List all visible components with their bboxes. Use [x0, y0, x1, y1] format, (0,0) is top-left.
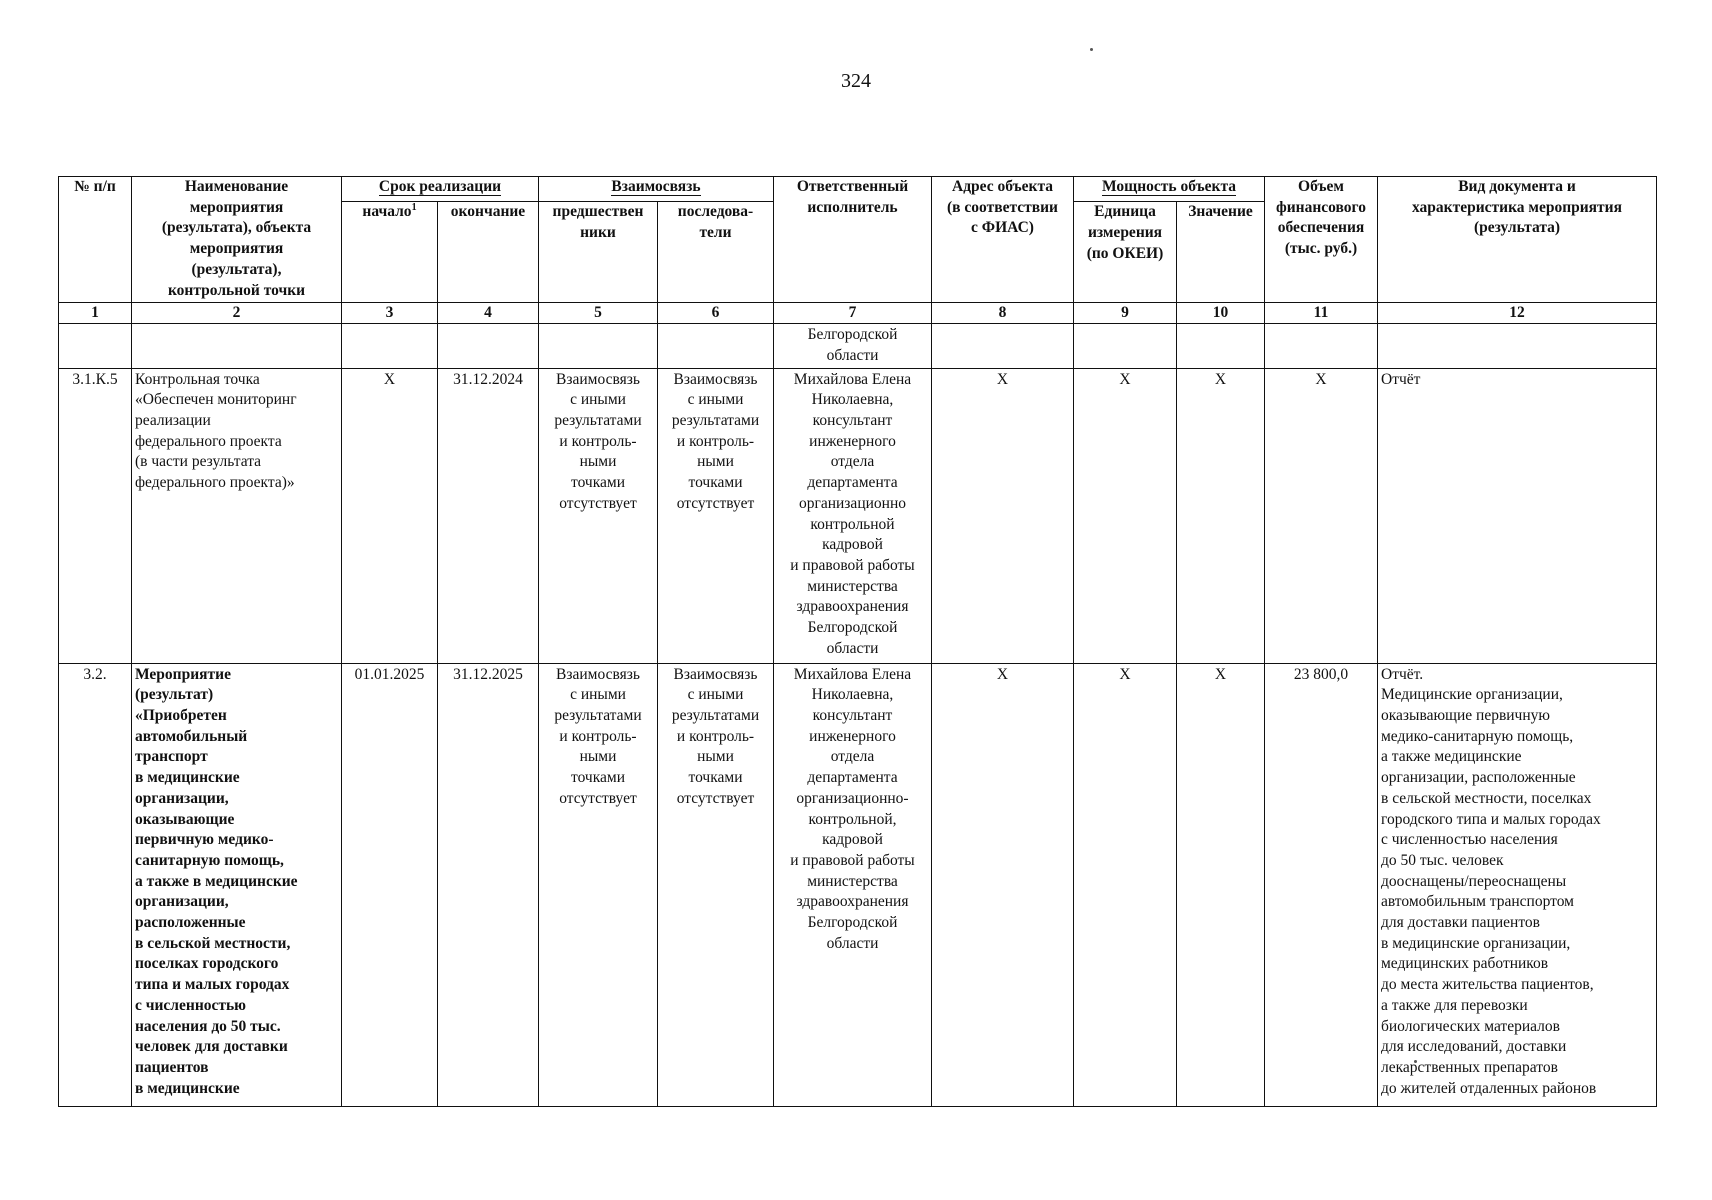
text-line: медико-санитарную помощь,	[1381, 727, 1574, 745]
cell-address: X	[932, 663, 1074, 1106]
text-line: и контроль-	[676, 727, 755, 745]
cell-successors	[658, 663, 774, 1106]
text-line: Белгородской	[807, 326, 898, 344]
column-number: 7	[774, 303, 932, 324]
cell-num	[59, 324, 132, 368]
cell-start: 01.01.2025	[342, 663, 438, 1106]
text-line: до 50 тыс. человек	[1381, 851, 1504, 869]
text-line: (результата)	[1473, 219, 1561, 237]
header-document	[1378, 177, 1657, 303]
text-line: результатами	[671, 707, 760, 725]
text-line: министерства	[807, 577, 898, 595]
text-line: точками	[688, 474, 743, 492]
text-line: организационно	[798, 494, 906, 512]
text-line: и контроль-	[559, 727, 637, 745]
text-line: (в соответствии	[947, 198, 1058, 216]
text-line: последова-	[677, 203, 754, 221]
header-start: начало$^1$	[342, 202, 438, 303]
cell-num: 3.2.	[59, 663, 132, 1106]
text-line: пациентов	[135, 1058, 209, 1076]
text-line: измерения	[1087, 223, 1163, 241]
text-line: Белгородской	[807, 619, 898, 637]
text-line: расположенные	[135, 914, 246, 932]
text-line: кадровой	[822, 831, 883, 849]
text-line: ными	[697, 453, 734, 471]
text-line: с численностью населения	[1381, 831, 1558, 849]
text-line: тели	[699, 223, 732, 241]
text-line: населения до 50 тыс.	[135, 1017, 281, 1035]
text-line: оказывающие	[135, 810, 235, 828]
text-line: кадровой	[822, 536, 883, 554]
column-number-row	[59, 303, 1657, 324]
text-line: а также для перевозки	[1381, 996, 1528, 1014]
cell-end: 31.12.2025	[438, 663, 539, 1106]
text-line: здравоохранения	[796, 893, 909, 911]
text-line: с иными	[570, 686, 626, 704]
text-line: контрольной точки	[167, 281, 306, 299]
cell-financing	[1265, 324, 1378, 368]
text-line: здравоохранения	[796, 598, 909, 616]
text-line: Взаимосвязь	[673, 665, 758, 683]
text-line: санитарную помощь,	[135, 851, 284, 869]
text-line: результатами	[554, 707, 642, 725]
cell-end	[438, 324, 539, 368]
text-line: Николаевна,	[811, 686, 894, 704]
text-line: точками	[688, 769, 743, 787]
text-line: «Приобретен	[135, 707, 227, 725]
text-line: поселках городского	[135, 955, 279, 973]
text-line: и правовой работы	[790, 556, 915, 574]
text-line: «Обеспечен мониторинг	[135, 391, 297, 409]
cell-successors	[658, 324, 774, 368]
text-line: консультант	[812, 707, 893, 725]
column-number: 6	[658, 303, 774, 324]
text-line: а также медицинские	[1381, 748, 1522, 766]
text-line: Медицинские организации,	[1381, 686, 1563, 704]
page-number: 324	[841, 70, 871, 92]
cell-start: X	[342, 368, 438, 663]
text-line: обеспечения	[1277, 219, 1365, 237]
plan-table	[58, 176, 1657, 1107]
cell-document	[1378, 663, 1657, 1106]
header-power: Мощность объекта	[1074, 177, 1265, 202]
text-line: предшествен	[552, 203, 644, 221]
header-financing	[1265, 177, 1378, 303]
text-line: отсутствует	[676, 789, 755, 807]
text-line: (по ОКЕИ)	[1086, 244, 1164, 262]
cell-predecessors	[539, 324, 658, 368]
text-line: (результата),	[191, 260, 282, 278]
text-line: (результата), объекта	[161, 219, 312, 237]
column-number: 12	[1378, 303, 1657, 324]
text-line: и контроль-	[559, 432, 637, 450]
footnote-mark: 1	[411, 202, 417, 214]
text-line: исполнитель	[807, 198, 898, 216]
text-line: Единица	[1094, 203, 1156, 221]
text-line: с иными	[687, 686, 744, 704]
header-name	[132, 177, 342, 303]
cell-responsible	[774, 368, 932, 663]
text-line: до места жительства пациентов,	[1381, 976, 1594, 994]
table-row-continuation	[59, 324, 1657, 368]
text-line: департамента	[807, 474, 898, 492]
column-number: 8	[932, 303, 1074, 324]
cell-financing: X	[1265, 368, 1378, 663]
text-line: в сельской местности,	[135, 934, 291, 952]
header-link: Взаимосвязь	[539, 177, 774, 202]
text-line: области	[826, 346, 879, 364]
header-num: № п/п	[59, 177, 132, 303]
text-line: консультант	[812, 412, 893, 430]
text-line: городского типа и малых городах	[1381, 810, 1601, 828]
header-term: Срок реализации	[342, 177, 539, 202]
text-line: отсутствует	[676, 494, 755, 512]
cell-predecessors	[539, 368, 658, 663]
header-unit	[1074, 202, 1177, 303]
text-line: результатами	[554, 412, 642, 430]
column-number: 5	[539, 303, 658, 324]
text-line: Михайлова Елена	[793, 370, 912, 388]
text-line: Наименование	[184, 178, 289, 195]
cell-address	[932, 324, 1074, 368]
column-number: 1	[59, 303, 132, 324]
cell-value	[1177, 324, 1265, 368]
cell-responsible	[774, 663, 932, 1106]
text-line: биологических материалов	[1381, 1017, 1560, 1035]
text-line: в сельской местности, поселках	[1381, 789, 1592, 807]
text-line: точками	[571, 769, 625, 787]
text-line: ными	[697, 748, 734, 766]
text-line: типа и малых городах	[135, 976, 290, 994]
cell-start	[342, 324, 438, 368]
header-value: Значение	[1177, 202, 1265, 303]
text-line: организационно-	[796, 789, 909, 807]
cell-end: 31.12.2024	[438, 368, 539, 663]
cell-unit	[1074, 324, 1177, 368]
text-line: федерального проекта)»	[135, 474, 295, 492]
column-number: 9	[1074, 303, 1177, 324]
text-line: точками	[571, 474, 625, 492]
text-line: медицинских работников	[1381, 955, 1549, 973]
text-line: организации,	[135, 789, 229, 807]
text-line: ными	[579, 453, 617, 471]
text-line: и правовой работы	[790, 851, 915, 869]
text-line: отсутствует	[559, 789, 637, 807]
text-line: в медицинские	[135, 1079, 240, 1097]
plan-table-sheet	[58, 176, 1656, 1107]
text-line: отсутствует	[559, 494, 637, 512]
cell-unit: X	[1074, 368, 1177, 663]
cell-address: X	[932, 368, 1074, 663]
text-line: автомобильный	[135, 727, 248, 745]
text-line: Михайлова Елена	[793, 665, 912, 683]
text-line: Адрес объекта	[952, 178, 1053, 195]
cell-name	[132, 368, 342, 663]
text-line: министерства	[807, 872, 898, 890]
text-line: автомобильным транспортом	[1381, 893, 1574, 911]
header-responsible	[774, 177, 932, 303]
text-line: для доставки пациентов	[1381, 914, 1540, 932]
text-line: департамента	[807, 769, 898, 787]
column-number: 4	[438, 303, 539, 324]
text-line: ники	[580, 223, 616, 241]
text-line: оказывающие первичную	[1381, 707, 1550, 725]
text-line: Контрольная точка	[135, 370, 260, 388]
text-line: организации, расположенные	[1381, 769, 1576, 787]
text-line: характеристика мероприятия	[1412, 198, 1622, 216]
text-line: транспорт	[135, 748, 208, 766]
text-line: с ФИАС)	[971, 219, 1034, 237]
text-line: с иными	[570, 391, 626, 409]
cell-responsible	[774, 324, 932, 368]
text-line: с численностью	[135, 996, 247, 1014]
text-line: (в части результата	[135, 453, 262, 471]
header-end: окончание	[438, 202, 539, 303]
text-line: в медицинские организации,	[1381, 934, 1571, 952]
text-line: до жителей отдаленных районов	[1381, 1079, 1597, 1097]
text-line: (результат)	[135, 686, 214, 704]
header-predecessors	[539, 202, 658, 303]
text-line: в медицинские	[135, 769, 240, 787]
table-row-3-2	[59, 663, 1657, 1106]
text-line: отдела	[830, 453, 875, 471]
text-line: Ответственный	[796, 178, 909, 195]
text-line: мероприятия	[189, 198, 284, 216]
cell-value: X	[1177, 368, 1265, 663]
text-line: инженерного	[809, 432, 896, 450]
text-line: Николаевна,	[811, 391, 894, 409]
cell-name	[132, 663, 342, 1106]
table-row-3-1-k5	[59, 368, 1657, 663]
text-line: результатами	[671, 412, 760, 430]
text-line: (тыс. руб.)	[1284, 240, 1358, 258]
column-number: 11	[1265, 303, 1378, 324]
cell-document	[1378, 324, 1657, 368]
text-line: Отчёт.	[1381, 665, 1424, 683]
text-line: первичную медико-	[135, 831, 274, 849]
cell-num: 3.1.К.5	[59, 368, 132, 663]
text-line: дооснащены/переоснащены	[1381, 872, 1567, 890]
text-line: Объем	[1298, 178, 1344, 195]
text-line: для исследований, доставки	[1381, 1038, 1567, 1056]
text-line: Взаимосвязь	[673, 370, 758, 388]
cell-name	[132, 324, 342, 368]
text-line: контрольной,	[808, 810, 897, 828]
text-line: области	[826, 639, 879, 657]
text-line: Белгородской	[807, 914, 898, 932]
text-line: с иными	[687, 391, 744, 409]
header-successors	[658, 202, 774, 303]
scan-speck	[1090, 48, 1093, 51]
text-line: реализации	[135, 412, 211, 430]
text-line: а также в медицинские	[135, 872, 298, 890]
text-line: отдела	[830, 748, 875, 766]
text-line: области	[826, 934, 879, 952]
column-number: 10	[1177, 303, 1265, 324]
text-line: организации,	[135, 893, 229, 911]
cell-value: X	[1177, 663, 1265, 1106]
text-line: федерального проекта	[135, 432, 282, 450]
text-line: и контроль-	[676, 432, 755, 450]
text-line: Взаимосвязь	[556, 370, 640, 388]
text-line: Взаимосвязь	[556, 665, 640, 683]
column-number: 2	[132, 303, 342, 324]
cell-successors	[658, 368, 774, 663]
cell-unit: X	[1074, 663, 1177, 1106]
cell-document	[1378, 368, 1657, 663]
column-number: 3	[342, 303, 438, 324]
text-line: Вид документа и	[1458, 178, 1576, 195]
header-address	[932, 177, 1074, 303]
text-line: человек для доставки	[135, 1038, 288, 1056]
text-line: мероприятия	[189, 240, 284, 258]
text-line: финансового	[1276, 198, 1366, 216]
cell-predecessors	[539, 663, 658, 1106]
text-line: лекарственных препаратов	[1381, 1058, 1558, 1076]
text-line: ными	[579, 748, 617, 766]
text-line: контрольной	[810, 515, 895, 533]
cell-financing: 23 800,0	[1265, 663, 1378, 1106]
text-line: Отчёт	[1381, 370, 1421, 388]
text-line: инженерного	[809, 727, 896, 745]
text-line: Мероприятие	[135, 665, 231, 683]
